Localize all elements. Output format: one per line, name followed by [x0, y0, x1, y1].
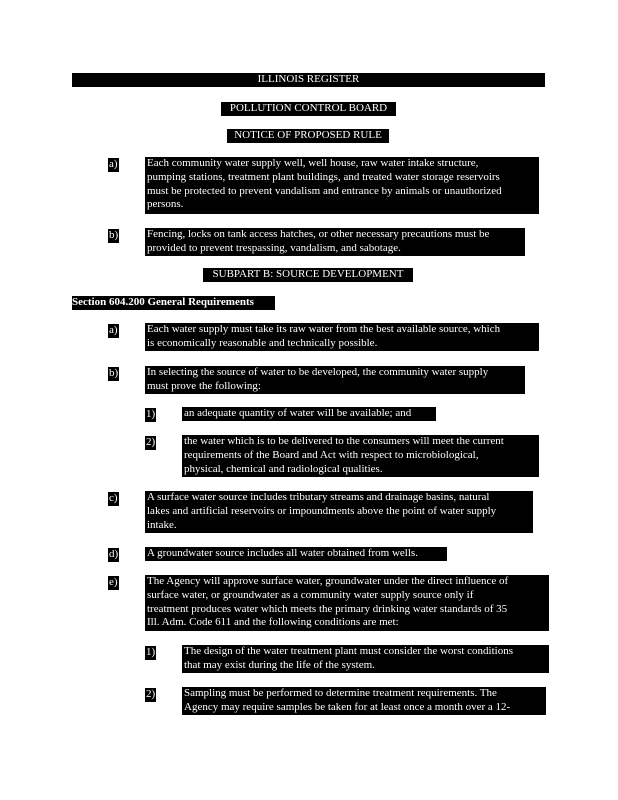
notice-title: NOTICE OF PROPOSED RULE	[227, 129, 389, 143]
text-line: pumping stations, treatment plant buildings, and treated water storage reservoirs	[147, 170, 500, 183]
section-heading: Section 604.200 General Requirements	[72, 296, 275, 310]
text-line: provided to prevent trespassing, vandalism, and sabotage.	[147, 241, 401, 254]
item-label: a)	[109, 158, 118, 170]
item-label: b)	[109, 367, 119, 379]
item-label: 1)	[146, 408, 156, 420]
item-label: c)	[109, 492, 118, 504]
text-line: physical, chemical and radiological qualities.	[184, 462, 383, 475]
paragraph-security	[145, 157, 539, 214]
paragraph-sampling	[182, 687, 546, 715]
text-line: A groundwater source includes all water obtained from wells.	[147, 547, 418, 559]
text-line: Fencing, locks on tank access hatches, or other necessary precautions must be	[147, 228, 490, 240]
text-line: Each water supply must take its raw water from the best available source, which	[147, 323, 501, 335]
paragraph-adequate-quantity	[182, 407, 436, 421]
text-line: requirements of the Board and Act with respect to microbiological,	[184, 448, 479, 461]
item-label: a)	[109, 324, 118, 336]
text-line: must prove the following:	[147, 379, 261, 392]
item-label: d)	[109, 548, 119, 560]
text-line: Agency may require samples be taken for at least once a month over a 12-	[184, 700, 511, 713]
paragraph-groundwater	[145, 547, 447, 561]
item-label: 2)	[146, 436, 156, 448]
paragraph-surface-water	[145, 491, 533, 533]
text-line: persons.	[147, 198, 184, 211]
paragraph-best-source	[145, 323, 539, 351]
text-line: that may exist during the life of the system.	[184, 658, 375, 671]
text-line: Each community water supply well, well house, raw water intake structure,	[147, 157, 479, 169]
paragraph-water-requirements	[182, 435, 539, 477]
item-label: e)	[109, 576, 118, 588]
item-label: 1)	[146, 646, 156, 658]
text-line: intake.	[147, 518, 177, 531]
paragraph-selecting-source	[145, 366, 525, 394]
paragraph-design-plant	[182, 645, 549, 673]
text-line: Ill. Adm. Code 611 and the following conditions are met:	[147, 616, 399, 629]
text-line: surface water, or groundwater as a community water supply source only if	[147, 588, 474, 601]
text-line: must be protected to prevent vandalism and entrance by animals or unauthorized	[147, 184, 502, 197]
paragraph-fencing	[145, 228, 525, 256]
text-line: A surface water source includes tributary streams and drainage basins, natural	[147, 491, 490, 503]
text-line: an adequate quantity of water will be available; and	[184, 407, 412, 419]
register-title: ILLINOIS REGISTER	[72, 73, 545, 87]
text-line: the water which is to be delivered to the consumers will meet the current	[184, 435, 504, 447]
paragraph-agency-approval	[145, 575, 549, 631]
text-line: Sampling must be performed to determine treatment requirements. The	[184, 687, 497, 699]
item-label: b)	[109, 229, 119, 241]
text-line: treatment produces water which meets the primary drinking water standards of 35	[147, 602, 508, 615]
text-line: is economically reasonable and technically possible.	[147, 336, 378, 349]
text-line: In selecting the source of water to be developed, the community water supply	[147, 366, 489, 378]
text-line: The Agency will approve surface water, groundwater under the direct influence of	[147, 575, 509, 587]
text-line: The design of the water treatment plant must consider the worst conditions	[184, 645, 514, 657]
text-line: lakes and artificial reservoirs or impoundments above the point of water supply	[147, 504, 497, 517]
board-title: POLLUTION CONTROL BOARD	[221, 102, 396, 116]
item-label: 2)	[146, 688, 156, 700]
subpart-heading: SUBPART B: SOURCE DEVELOPMENT	[203, 268, 413, 282]
